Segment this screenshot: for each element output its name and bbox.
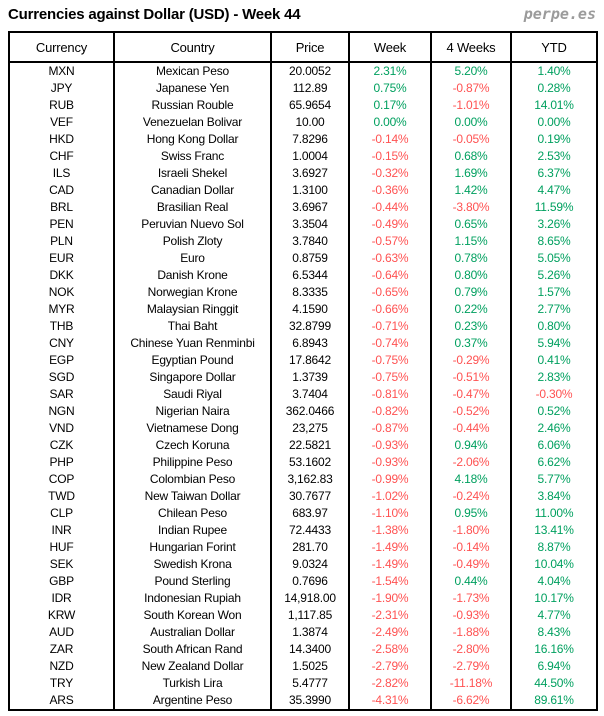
table-row bbox=[9, 403, 597, 420]
ytd-change-cell: 4.47% bbox=[511, 182, 597, 199]
country-cell: Turkish Lira bbox=[114, 675, 271, 692]
price-cell: 1,117.85 bbox=[271, 607, 349, 624]
currency-code-cell: MYR bbox=[9, 301, 114, 318]
price-cell: 32.8799 bbox=[271, 318, 349, 335]
country-cell: New Zealand Dollar bbox=[114, 658, 271, 675]
ytd-change-cell: 6.06% bbox=[511, 437, 597, 454]
price-cell: 17.8642 bbox=[271, 352, 349, 369]
four-weeks-change-cell: -2.80% bbox=[431, 641, 511, 658]
week-change-cell: -0.99% bbox=[349, 471, 431, 488]
currency-code-cell: AUD bbox=[9, 624, 114, 641]
week-change-cell: -0.32% bbox=[349, 165, 431, 182]
price-cell: 72.4433 bbox=[271, 522, 349, 539]
four-weeks-change-cell: -1.88% bbox=[431, 624, 511, 641]
four-weeks-change-cell: -0.49% bbox=[431, 556, 511, 573]
currency-code-cell: MXN bbox=[9, 62, 114, 80]
table-row bbox=[9, 80, 597, 97]
table-row bbox=[9, 97, 597, 114]
price-cell: 23,275 bbox=[271, 420, 349, 437]
price-cell: 35.3990 bbox=[271, 692, 349, 710]
week-change-cell: -1.90% bbox=[349, 590, 431, 607]
table-row bbox=[9, 284, 597, 301]
ytd-change-cell: 10.17% bbox=[511, 590, 597, 607]
four-weeks-change-cell: 0.68% bbox=[431, 148, 511, 165]
currency-code-cell: NOK bbox=[9, 284, 114, 301]
ytd-change-cell: 4.04% bbox=[511, 573, 597, 590]
four-weeks-change-cell: -0.44% bbox=[431, 420, 511, 437]
currency-code-cell: PLN bbox=[9, 233, 114, 250]
country-cell: Nigerian Naira bbox=[114, 403, 271, 420]
country-cell: Vietnamese Dong bbox=[114, 420, 271, 437]
week-change-cell: -0.44% bbox=[349, 199, 431, 216]
currency-code-cell: SEK bbox=[9, 556, 114, 573]
price-cell: 1.0004 bbox=[271, 148, 349, 165]
table-row bbox=[9, 590, 597, 607]
price-cell: 281.70 bbox=[271, 539, 349, 556]
table-row bbox=[9, 114, 597, 131]
country-cell: Japanese Yen bbox=[114, 80, 271, 97]
table-row bbox=[9, 607, 597, 624]
currency-code-cell: GBP bbox=[9, 573, 114, 590]
week-change-cell: -2.82% bbox=[349, 675, 431, 692]
country-cell: Egyptian Pound bbox=[114, 352, 271, 369]
price-cell: 6.5344 bbox=[271, 267, 349, 284]
ytd-change-cell: 5.77% bbox=[511, 471, 597, 488]
price-cell: 3.6927 bbox=[271, 165, 349, 182]
week-change-cell: -1.02% bbox=[349, 488, 431, 505]
price-cell: 1.5025 bbox=[271, 658, 349, 675]
ytd-change-cell: 8.43% bbox=[511, 624, 597, 641]
ytd-change-cell: 6.62% bbox=[511, 454, 597, 471]
currency-code-cell: EGP bbox=[9, 352, 114, 369]
currency-code-cell: ZAR bbox=[9, 641, 114, 658]
four-weeks-change-cell: 1.69% bbox=[431, 165, 511, 182]
week-change-cell: -4.31% bbox=[349, 692, 431, 710]
ytd-change-cell: 6.94% bbox=[511, 658, 597, 675]
table-row bbox=[9, 369, 597, 386]
four-weeks-change-cell: -0.51% bbox=[431, 369, 511, 386]
four-weeks-change-cell: -0.05% bbox=[431, 131, 511, 148]
week-change-cell: -2.31% bbox=[349, 607, 431, 624]
country-cell: Indonesian Rupiah bbox=[114, 590, 271, 607]
week-change-cell: -0.15% bbox=[349, 148, 431, 165]
currency-code-cell: TWD bbox=[9, 488, 114, 505]
country-cell: Swiss Franc bbox=[114, 148, 271, 165]
four-weeks-change-cell: -0.24% bbox=[431, 488, 511, 505]
column-header-currency: Currency bbox=[9, 32, 114, 62]
four-weeks-change-cell: -0.14% bbox=[431, 539, 511, 556]
price-cell: 5.4777 bbox=[271, 675, 349, 692]
table-row bbox=[9, 216, 597, 233]
table-row bbox=[9, 624, 597, 641]
currency-code-cell: BRL bbox=[9, 199, 114, 216]
week-change-cell: -0.75% bbox=[349, 352, 431, 369]
column-header-ytd: YTD bbox=[511, 32, 597, 62]
four-weeks-change-cell: -0.29% bbox=[431, 352, 511, 369]
currency-code-cell: KRW bbox=[9, 607, 114, 624]
week-change-cell: -1.38% bbox=[349, 522, 431, 539]
ytd-change-cell: 1.40% bbox=[511, 62, 597, 80]
week-change-cell: 0.75% bbox=[349, 80, 431, 97]
table-row bbox=[9, 267, 597, 284]
price-cell: 683.97 bbox=[271, 505, 349, 522]
price-cell: 20.0052 bbox=[271, 62, 349, 80]
currency-code-cell: CZK bbox=[9, 437, 114, 454]
week-change-cell: -0.65% bbox=[349, 284, 431, 301]
country-cell: Peruvian Nuevo Sol bbox=[114, 216, 271, 233]
country-cell: Chilean Peso bbox=[114, 505, 271, 522]
ytd-change-cell: 2.53% bbox=[511, 148, 597, 165]
week-change-cell: 0.00% bbox=[349, 114, 431, 131]
ytd-change-cell: 13.41% bbox=[511, 522, 597, 539]
price-cell: 6.8943 bbox=[271, 335, 349, 352]
price-cell: 9.0324 bbox=[271, 556, 349, 573]
currency-code-cell: JPY bbox=[9, 80, 114, 97]
price-cell: 53.1602 bbox=[271, 454, 349, 471]
four-weeks-change-cell: 0.00% bbox=[431, 114, 511, 131]
column-header-week: Week bbox=[349, 32, 431, 62]
four-weeks-change-cell: 0.37% bbox=[431, 335, 511, 352]
four-weeks-change-cell: 0.23% bbox=[431, 318, 511, 335]
price-cell: 0.7696 bbox=[271, 573, 349, 590]
week-change-cell: -1.49% bbox=[349, 539, 431, 556]
currency-code-cell: ARS bbox=[9, 692, 114, 710]
price-cell: 3.7404 bbox=[271, 386, 349, 403]
ytd-change-cell: 5.94% bbox=[511, 335, 597, 352]
table-row bbox=[9, 658, 597, 675]
country-cell: South Korean Won bbox=[114, 607, 271, 624]
table-row bbox=[9, 641, 597, 658]
currency-code-cell: NGN bbox=[9, 403, 114, 420]
currency-code-cell: PEN bbox=[9, 216, 114, 233]
price-cell: 65.9654 bbox=[271, 97, 349, 114]
currency-code-cell: CLP bbox=[9, 505, 114, 522]
week-change-cell: -0.57% bbox=[349, 233, 431, 250]
price-cell: 7.8296 bbox=[271, 131, 349, 148]
currency-code-cell: SGD bbox=[9, 369, 114, 386]
country-cell: Colombian Peso bbox=[114, 471, 271, 488]
price-cell: 112.89 bbox=[271, 80, 349, 97]
ytd-change-cell: 16.16% bbox=[511, 641, 597, 658]
four-weeks-change-cell: -3.80% bbox=[431, 199, 511, 216]
country-cell: Venezuelan Bolivar bbox=[114, 114, 271, 131]
ytd-change-cell: 0.41% bbox=[511, 352, 597, 369]
table-row bbox=[9, 318, 597, 335]
currency-code-cell: CAD bbox=[9, 182, 114, 199]
table-row bbox=[9, 386, 597, 403]
week-change-cell: -0.87% bbox=[349, 420, 431, 437]
ytd-change-cell: 4.77% bbox=[511, 607, 597, 624]
ytd-change-cell: 8.65% bbox=[511, 233, 597, 250]
country-cell: Singapore Dollar bbox=[114, 369, 271, 386]
table-row bbox=[9, 488, 597, 505]
price-cell: 3,162.83 bbox=[271, 471, 349, 488]
country-cell: Australian Dollar bbox=[114, 624, 271, 641]
four-weeks-change-cell: 5.20% bbox=[431, 62, 511, 80]
table-header-row bbox=[9, 32, 597, 62]
ytd-change-cell: 0.80% bbox=[511, 318, 597, 335]
country-cell: Brasilian Real bbox=[114, 199, 271, 216]
country-cell: Polish Zloty bbox=[114, 233, 271, 250]
report-header bbox=[8, 5, 596, 29]
country-cell: Chinese Yuan Renminbi bbox=[114, 335, 271, 352]
country-cell: Swedish Krona bbox=[114, 556, 271, 573]
week-change-cell: -1.49% bbox=[349, 556, 431, 573]
four-weeks-change-cell: -0.87% bbox=[431, 80, 511, 97]
week-change-cell: 2.31% bbox=[349, 62, 431, 80]
ytd-change-cell: 14.01% bbox=[511, 97, 597, 114]
week-change-cell: 0.17% bbox=[349, 97, 431, 114]
week-change-cell: -0.93% bbox=[349, 454, 431, 471]
table-row bbox=[9, 675, 597, 692]
table-row bbox=[9, 454, 597, 471]
four-weeks-change-cell: 0.79% bbox=[431, 284, 511, 301]
four-weeks-change-cell: -2.79% bbox=[431, 658, 511, 675]
four-weeks-change-cell: 0.80% bbox=[431, 267, 511, 284]
currency-code-cell: RUB bbox=[9, 97, 114, 114]
column-header-price: Price bbox=[271, 32, 349, 62]
currency-code-cell: HKD bbox=[9, 131, 114, 148]
four-weeks-change-cell: -2.06% bbox=[431, 454, 511, 471]
week-change-cell: -2.79% bbox=[349, 658, 431, 675]
currency-code-cell: THB bbox=[9, 318, 114, 335]
currency-code-cell: COP bbox=[9, 471, 114, 488]
ytd-change-cell: 10.04% bbox=[511, 556, 597, 573]
price-cell: 8.3335 bbox=[271, 284, 349, 301]
column-header-country: Country bbox=[114, 32, 271, 62]
table-row bbox=[9, 692, 597, 710]
four-weeks-change-cell: -6.62% bbox=[431, 692, 511, 710]
ytd-change-cell: 2.83% bbox=[511, 369, 597, 386]
week-change-cell: -1.10% bbox=[349, 505, 431, 522]
currency-code-cell: CNY bbox=[9, 335, 114, 352]
country-cell: South African Rand bbox=[114, 641, 271, 658]
table-row bbox=[9, 556, 597, 573]
ytd-change-cell: 11.59% bbox=[511, 199, 597, 216]
ytd-change-cell: 5.26% bbox=[511, 267, 597, 284]
country-cell: Indian Rupee bbox=[114, 522, 271, 539]
week-change-cell: -2.49% bbox=[349, 624, 431, 641]
week-change-cell: -0.64% bbox=[349, 267, 431, 284]
price-cell: 14.3400 bbox=[271, 641, 349, 658]
currency-code-cell: INR bbox=[9, 522, 114, 539]
table-row bbox=[9, 522, 597, 539]
currency-table bbox=[8, 31, 598, 711]
country-cell: Danish Krone bbox=[114, 267, 271, 284]
table-row bbox=[9, 148, 597, 165]
week-change-cell: -0.74% bbox=[349, 335, 431, 352]
ytd-change-cell: 0.00% bbox=[511, 114, 597, 131]
week-change-cell: -0.71% bbox=[349, 318, 431, 335]
ytd-change-cell: 0.52% bbox=[511, 403, 597, 420]
week-change-cell: -0.75% bbox=[349, 369, 431, 386]
week-change-cell: -0.82% bbox=[349, 403, 431, 420]
price-cell: 1.3739 bbox=[271, 369, 349, 386]
country-cell: Israeli Shekel bbox=[114, 165, 271, 182]
currency-code-cell: EUR bbox=[9, 250, 114, 267]
four-weeks-change-cell: -0.47% bbox=[431, 386, 511, 403]
four-weeks-change-cell: 0.22% bbox=[431, 301, 511, 318]
week-change-cell: -0.81% bbox=[349, 386, 431, 403]
table-row bbox=[9, 573, 597, 590]
four-weeks-change-cell: -1.80% bbox=[431, 522, 511, 539]
price-cell: 10.00 bbox=[271, 114, 349, 131]
currency-code-cell: VEF bbox=[9, 114, 114, 131]
column-header-4-weeks: 4 Weeks bbox=[431, 32, 511, 62]
four-weeks-change-cell: 0.65% bbox=[431, 216, 511, 233]
table-row bbox=[9, 165, 597, 182]
country-cell: Mexican Peso bbox=[114, 62, 271, 80]
table-row bbox=[9, 471, 597, 488]
four-weeks-change-cell: 1.15% bbox=[431, 233, 511, 250]
week-change-cell: -0.14% bbox=[349, 131, 431, 148]
four-weeks-change-cell: 0.94% bbox=[431, 437, 511, 454]
week-change-cell: -0.49% bbox=[349, 216, 431, 233]
price-cell: 22.5821 bbox=[271, 437, 349, 454]
country-cell: Euro bbox=[114, 250, 271, 267]
ytd-change-cell: 11.00% bbox=[511, 505, 597, 522]
page-title: Currencies against Dollar (USD) - Week 44 bbox=[8, 6, 301, 23]
country-cell: New Taiwan Dollar bbox=[114, 488, 271, 505]
four-weeks-change-cell: 1.42% bbox=[431, 182, 511, 199]
table-row bbox=[9, 62, 597, 80]
currency-code-cell: IDR bbox=[9, 590, 114, 607]
country-cell: Norwegian Krone bbox=[114, 284, 271, 301]
ytd-change-cell: 0.19% bbox=[511, 131, 597, 148]
week-change-cell: -0.36% bbox=[349, 182, 431, 199]
ytd-change-cell: 89.61% bbox=[511, 692, 597, 710]
currency-code-cell: VND bbox=[9, 420, 114, 437]
four-weeks-change-cell: -11.18% bbox=[431, 675, 511, 692]
currency-code-cell: SAR bbox=[9, 386, 114, 403]
country-cell: Hungarian Forint bbox=[114, 539, 271, 556]
week-change-cell: -0.93% bbox=[349, 437, 431, 454]
price-cell: 1.3100 bbox=[271, 182, 349, 199]
ytd-change-cell: 44.50% bbox=[511, 675, 597, 692]
ytd-change-cell: -0.30% bbox=[511, 386, 597, 403]
ytd-change-cell: 1.57% bbox=[511, 284, 597, 301]
currency-code-cell: CHF bbox=[9, 148, 114, 165]
table-row bbox=[9, 505, 597, 522]
price-cell: 14,918.00 bbox=[271, 590, 349, 607]
currency-code-cell: TRY bbox=[9, 675, 114, 692]
table-row bbox=[9, 437, 597, 454]
price-cell: 0.8759 bbox=[271, 250, 349, 267]
table-row bbox=[9, 335, 597, 352]
ytd-change-cell: 0.28% bbox=[511, 80, 597, 97]
ytd-change-cell: 8.87% bbox=[511, 539, 597, 556]
currency-code-cell: ILS bbox=[9, 165, 114, 182]
ytd-change-cell: 2.46% bbox=[511, 420, 597, 437]
four-weeks-change-cell: -0.52% bbox=[431, 403, 511, 420]
four-weeks-change-cell: 0.44% bbox=[431, 573, 511, 590]
four-weeks-change-cell: -0.93% bbox=[431, 607, 511, 624]
four-weeks-change-cell: 4.18% bbox=[431, 471, 511, 488]
currency-code-cell: NZD bbox=[9, 658, 114, 675]
ytd-change-cell: 2.77% bbox=[511, 301, 597, 318]
table-row bbox=[9, 250, 597, 267]
price-cell: 362.0466 bbox=[271, 403, 349, 420]
week-change-cell: -0.63% bbox=[349, 250, 431, 267]
price-cell: 3.7840 bbox=[271, 233, 349, 250]
country-cell: Czech Koruna bbox=[114, 437, 271, 454]
price-cell: 30.7677 bbox=[271, 488, 349, 505]
price-cell: 3.3504 bbox=[271, 216, 349, 233]
currency-code-cell: DKK bbox=[9, 267, 114, 284]
table-row bbox=[9, 301, 597, 318]
ytd-change-cell: 6.37% bbox=[511, 165, 597, 182]
currency-code-cell: HUF bbox=[9, 539, 114, 556]
country-cell: Saudi Riyal bbox=[114, 386, 271, 403]
table-row bbox=[9, 420, 597, 437]
table-row bbox=[9, 182, 597, 199]
four-weeks-change-cell: 0.78% bbox=[431, 250, 511, 267]
four-weeks-change-cell: 0.95% bbox=[431, 505, 511, 522]
price-cell: 4.1590 bbox=[271, 301, 349, 318]
price-cell: 1.3874 bbox=[271, 624, 349, 641]
perpe-logo: perpe.es bbox=[523, 5, 596, 23]
four-weeks-change-cell: -1.73% bbox=[431, 590, 511, 607]
price-cell: 3.6967 bbox=[271, 199, 349, 216]
week-change-cell: -1.54% bbox=[349, 573, 431, 590]
four-weeks-change-cell: -1.01% bbox=[431, 97, 511, 114]
country-cell: Russian Rouble bbox=[114, 97, 271, 114]
country-cell: Argentine Peso bbox=[114, 692, 271, 710]
week-change-cell: -0.66% bbox=[349, 301, 431, 318]
country-cell: Pound Sterling bbox=[114, 573, 271, 590]
table-row bbox=[9, 199, 597, 216]
ytd-change-cell: 3.84% bbox=[511, 488, 597, 505]
table-row bbox=[9, 233, 597, 250]
country-cell: Thai Baht bbox=[114, 318, 271, 335]
country-cell: Philippine Peso bbox=[114, 454, 271, 471]
table-row bbox=[9, 539, 597, 556]
week-change-cell: -2.58% bbox=[349, 641, 431, 658]
ytd-change-cell: 5.05% bbox=[511, 250, 597, 267]
currency-code-cell: PHP bbox=[9, 454, 114, 471]
country-cell: Malaysian Ringgit bbox=[114, 301, 271, 318]
table-row bbox=[9, 131, 597, 148]
table-row bbox=[9, 352, 597, 369]
country-cell: Canadian Dollar bbox=[114, 182, 271, 199]
ytd-change-cell: 3.26% bbox=[511, 216, 597, 233]
country-cell: Hong Kong Dollar bbox=[114, 131, 271, 148]
